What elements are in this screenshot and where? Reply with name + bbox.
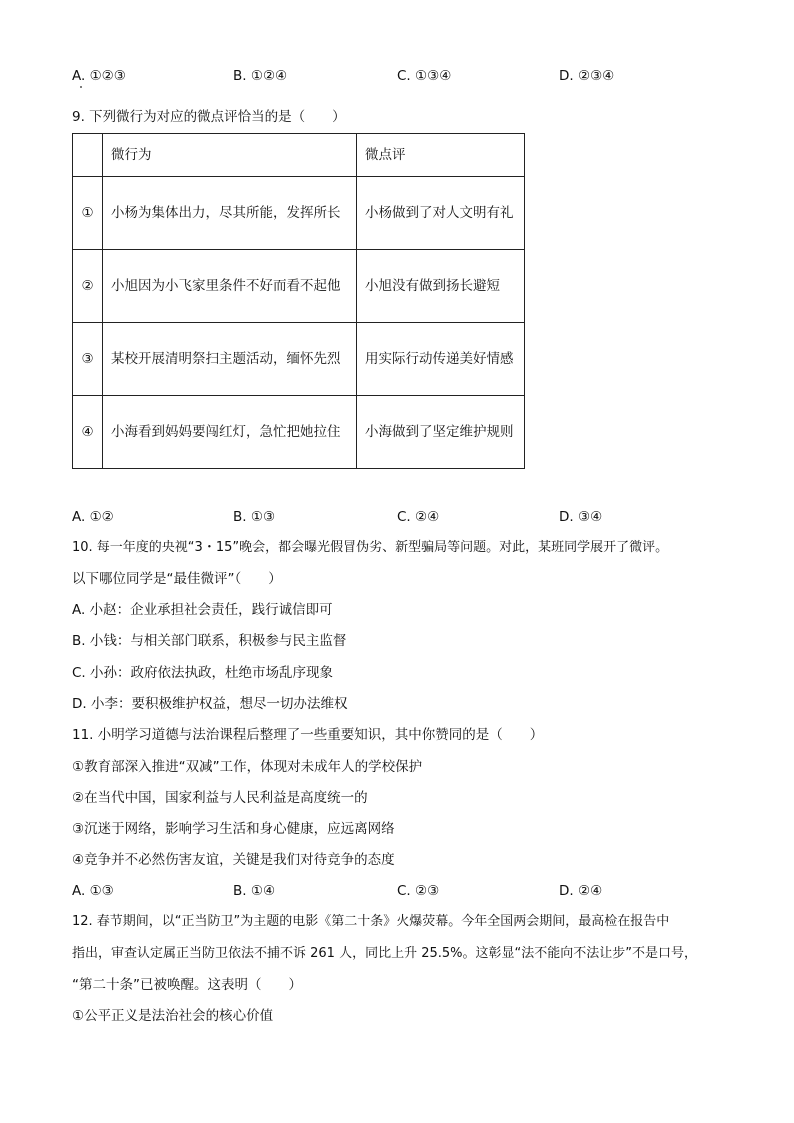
table-header-row xyxy=(73,134,525,177)
q11-statement-4: ④竞争并不必然伤害友谊，关键是我们对待竞争的态度 xyxy=(72,852,395,868)
row-number: ③ xyxy=(73,323,103,396)
q12-stem-line3: “第二十条”已被唤醒。这表明（ ） xyxy=(72,977,302,993)
q11-statement-2: ②在当代中国，国家利益与人民利益是高度统一的 xyxy=(72,790,368,806)
q8-option-c: C. ①③④ xyxy=(397,68,452,84)
q11-option-b: B. ①④ xyxy=(233,883,276,899)
q8-option-a: A. ①②③ xyxy=(72,68,126,84)
q10-option-b: B. 小钱：与相关部门联系，积极参与民主监督 xyxy=(72,633,347,649)
q11-option-d: D. ②④ xyxy=(559,883,603,899)
q9-option-c: C. ②④ xyxy=(397,509,440,525)
q10-option-c: C. 小孙：政府依法执政，杜绝市场乱序现象 xyxy=(72,665,334,681)
q9-stem: 9. 下列微行为对应的微点评恰当的是（ ） xyxy=(72,109,346,125)
row-comment: 小海做到了坚定维护规则 xyxy=(357,396,525,469)
q11-stem: 11. 小明学习道德与法治课程后整理了一些重要知识，其中你赞同的是（ ） xyxy=(72,727,544,743)
q10-stem-line2: 以下哪位同学是“最佳微评”（ ） xyxy=(72,571,282,587)
table-row xyxy=(73,323,525,396)
row-action: 某校开展清明祭扫主题活动，缅怀先烈 xyxy=(103,323,357,396)
q12-statement-1: ①公平正义是法治社会的核心价值 xyxy=(72,1008,274,1024)
q9-table xyxy=(72,133,525,469)
row-number: ② xyxy=(73,250,103,323)
q8-option-d: D. ②③④ xyxy=(559,68,615,84)
row-number: ④ xyxy=(73,396,103,469)
q11-statement-1: ①教育部深入推进“双减”工作，体现对未成年人的学校保护 xyxy=(72,759,423,775)
table-row xyxy=(73,250,525,323)
q9-options xyxy=(72,507,732,527)
q10-stem-line1: 10. 每一年度的央视“3・15”晚会，都会曝光假冒伪劣、新型骗局等问题。对此，某班同学展开了微评。 xyxy=(72,540,669,555)
q11-option-c: C. ②③ xyxy=(397,883,440,899)
row-action: 小海看到妈妈要闯红灯，急忙把她拉住 xyxy=(103,396,357,469)
row-comment: 小杨做到了对人文明有礼 xyxy=(357,177,525,250)
q10-option-d: D. 小李：要积极维护权益，想尽一切办法维权 xyxy=(72,696,348,712)
row-comment: 小旭没有做到扬长避短 xyxy=(357,250,525,323)
q9-option-b: B. ①③ xyxy=(233,509,276,525)
q8-option-b: B. ①②④ xyxy=(233,68,288,84)
q8-options xyxy=(72,66,732,86)
q11-statement-3: ③沉迷于网络，影响学习生活和身心健康，应远离网络 xyxy=(72,821,395,837)
table-header-num xyxy=(73,134,103,177)
q12-stem-line2: 指出，审查认定属正当防卫依法不捕不诉 261 人，同比上升 25.5%。这彰显“法不能向不法让步”不是口号， xyxy=(72,946,697,961)
table-row xyxy=(73,177,525,250)
q11-option-a: A. ①③ xyxy=(72,883,114,899)
table-row xyxy=(73,396,525,469)
row-action: 小杨为集体出力，尽其所能，发挥所长 xyxy=(103,177,357,250)
table-header-comment: 微点评 xyxy=(357,134,525,177)
q9-option-a: A. ①② xyxy=(72,509,114,525)
q10-option-a: A. 小赵：企业承担社会责任，践行诚信即可 xyxy=(72,602,333,618)
row-number: ① xyxy=(73,177,103,250)
row-action: 小旭因为小飞家里条件不好而看不起他 xyxy=(103,250,357,323)
q11-options xyxy=(72,881,732,901)
stray-dot xyxy=(80,86,82,88)
table-header-action: 微行为 xyxy=(103,134,357,177)
q12-stem-line1: 12. 春节期间，以“正当防卫”为主题的电影《第二十条》火爆荧幕。今年全国两会期间，最高检在报告中 xyxy=(72,914,670,929)
q9-option-d: D. ③④ xyxy=(559,509,603,525)
row-comment: 用实际行动传递美好情感 xyxy=(357,323,525,396)
